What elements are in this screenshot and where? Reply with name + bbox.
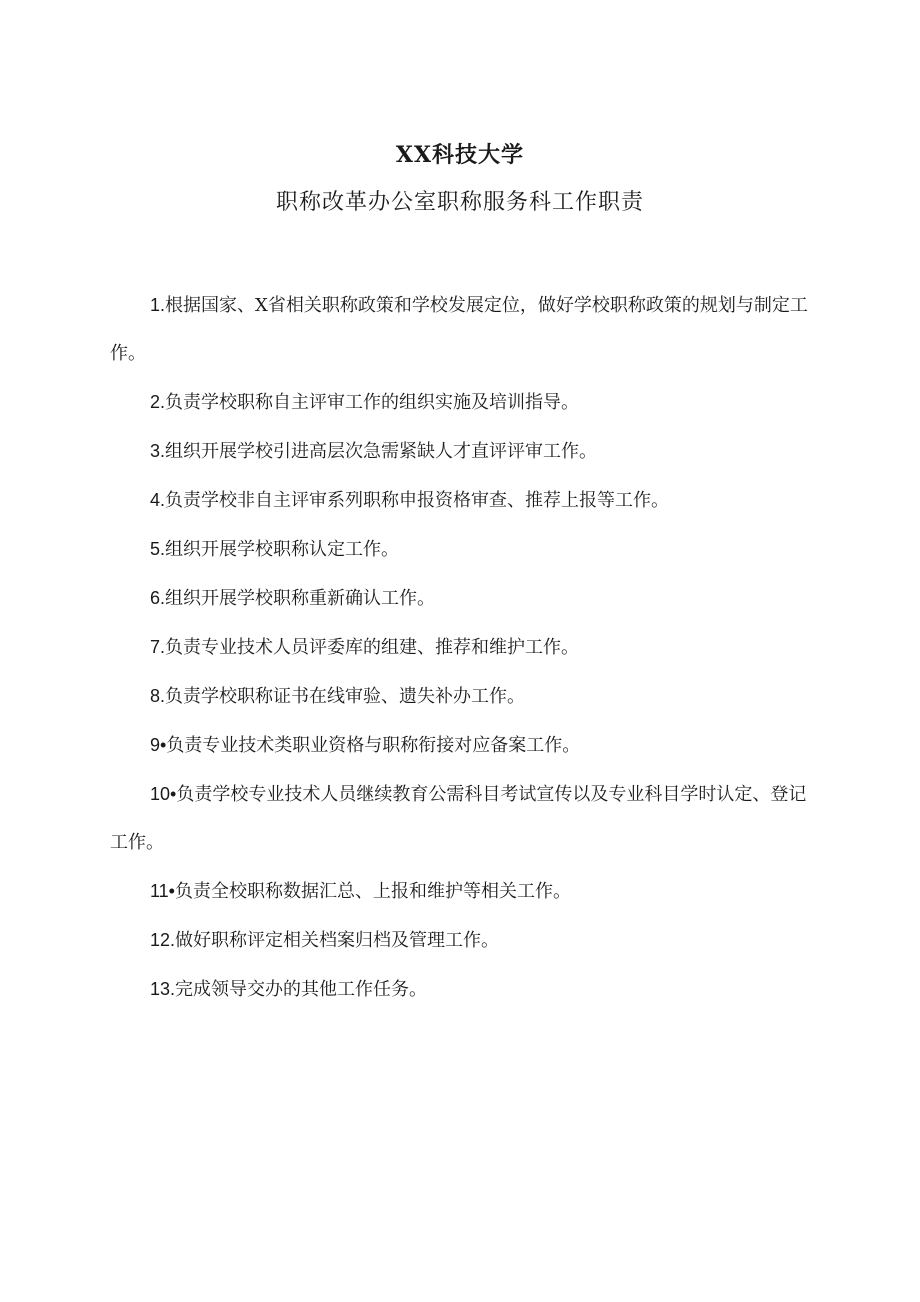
item-number: 9• [150, 735, 167, 755]
list-item [110, 427, 814, 476]
item-number: 5. [150, 539, 166, 559]
item-number: 1. [150, 295, 166, 315]
item-number: 6. [150, 588, 166, 608]
item-text: 做好职称评定相关档案归档及管理工作。 [175, 930, 500, 951]
item-number: 10• [150, 784, 177, 804]
item-text: 负责专业技术人员评委库的组建、推荐和维护工作。 [165, 637, 580, 658]
item-text: 负责学校专业技术人员继续教育公需科目考试宣传以及专业科目学时认定、登记工作。 [110, 784, 807, 853]
item-text: 组织开展学校职称重新确认工作。 [165, 588, 436, 609]
item-number: 8. [150, 686, 166, 706]
list-item [110, 525, 814, 574]
list-item [110, 378, 814, 427]
list-item [110, 281, 814, 378]
list-item [110, 965, 814, 1014]
item-number: 4. [150, 490, 166, 510]
item-number: 11• [150, 881, 175, 901]
item-number: 13. [150, 979, 176, 999]
item-text: 完成领导交办的其他工作任务。 [175, 979, 428, 1000]
list-item [110, 721, 814, 770]
list-item [110, 476, 814, 525]
item-number: 2. [150, 392, 166, 412]
item-text: 负责全校职称数据汇总、上报和维护等相关工作。 [175, 881, 571, 902]
item-text: 负责专业技术类职业资格与职称衔接对应备案工作。 [166, 735, 581, 756]
item-number: 3. [150, 441, 166, 461]
list-item [110, 770, 814, 867]
list-item [110, 623, 814, 672]
item-number: 7. [150, 637, 166, 657]
item-text: 组织开展学校引进高层次急需紧缺人才直评评审工作。 [165, 441, 598, 462]
list-item [110, 672, 814, 721]
item-text: 负责学校职称证书在线审验、遗失补办工作。 [165, 686, 526, 707]
list-item [110, 916, 814, 965]
duty-list [110, 281, 814, 1014]
document-title-org: XX科技大学 [395, 142, 525, 168]
list-item [110, 867, 814, 916]
item-number: 12. [150, 930, 176, 950]
item-text: 负责学校非自主评审系列职称申报资格审查、推荐上报等工作。 [165, 490, 670, 511]
document-title-main: 职称改革办公室职称服务科工作职责 [275, 190, 644, 215]
item-text: 组织开展学校职称认定工作。 [165, 539, 400, 560]
item-text: 根据国家、X省相关职称政策和学校发展定位，做好学校职称政策的规划与制定工作。 [110, 295, 808, 364]
list-item [110, 574, 814, 623]
item-text: 负责学校职称自主评审工作的组织实施及培训指导。 [165, 392, 580, 413]
